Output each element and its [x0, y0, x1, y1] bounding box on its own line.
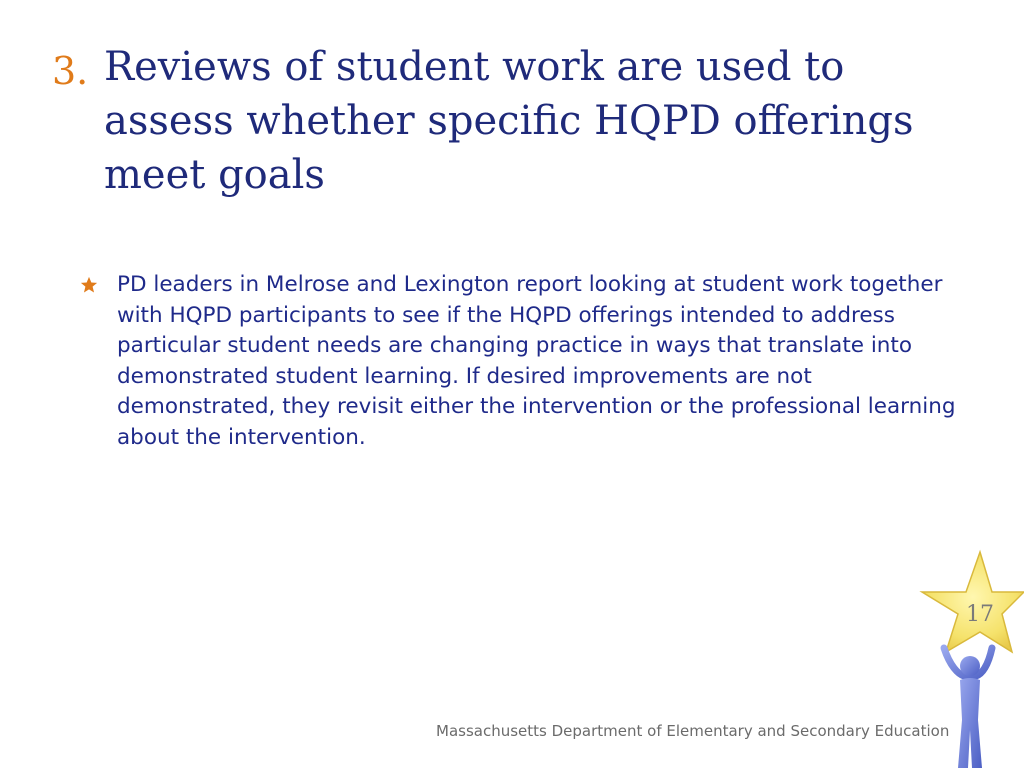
footer-text: Massachusetts Department of Elementary and Secondary Education [436, 722, 950, 740]
page-number: 17 [966, 602, 994, 627]
bullet-text: PD leaders in Melrose and Lexington report looking at student work together with HQPD participants to see if the HQPD offerings intended to address particular student needs are changing practice in ways that translate into demonstrated student learning. If desired improvements are not demonstrated, they revisit either the intervention or the professional learning about the intervention. [117, 272, 956, 450]
star-bullet-icon [80, 276, 98, 294]
title-text: Reviews of student work are used to assess whether specific HQPD offerings meet goals [104, 44, 914, 198]
title-number: 3. [52, 49, 89, 93]
